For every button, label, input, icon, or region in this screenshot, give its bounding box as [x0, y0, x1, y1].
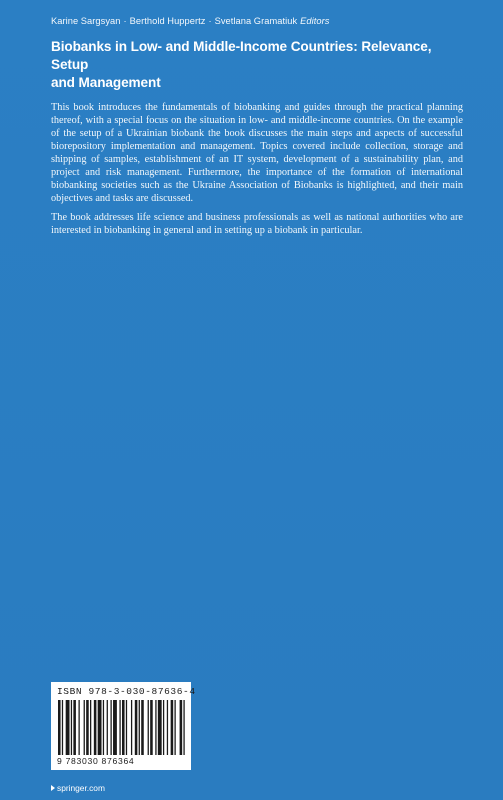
barcode-bar — [98, 700, 102, 755]
publisher-footer — [51, 783, 105, 793]
editor-name: Karine Sargsyan — [51, 16, 121, 26]
barcode-bar — [122, 700, 125, 755]
barcode-bar — [107, 700, 108, 755]
isbn-barcode — [51, 682, 196, 770]
barcode-digits: 9 783030 876364 — [57, 756, 135, 766]
barcode-bar — [167, 700, 168, 755]
barcode-bar — [163, 700, 164, 755]
editors-line — [51, 16, 471, 26]
barcode-bar — [94, 700, 97, 755]
barcode-bar — [150, 700, 153, 755]
barcode-bar — [135, 700, 138, 755]
barcode-bar — [180, 700, 183, 755]
editor-name: Svetlana Gramatiuk — [214, 16, 298, 26]
barcode-bar — [86, 700, 89, 755]
barcode-bar — [78, 700, 79, 755]
barcode-bar — [71, 700, 72, 755]
book-blurb — [51, 101, 463, 243]
barcode-bar — [183, 700, 184, 755]
editors-role: Editors — [300, 16, 330, 26]
blurb-paragraph: The book addresses life science and business professionals as well as national authorities who are interested in biobanking in general and in setting up a biobank in particular. — [51, 212, 463, 237]
barcode-bar — [141, 700, 144, 755]
arrow-icon — [51, 785, 55, 791]
editor-separator: · — [208, 16, 212, 26]
editor-separator: · — [123, 16, 127, 26]
barcode-bars — [58, 700, 186, 755]
barcode-bar — [58, 700, 61, 755]
barcode-bar — [139, 700, 140, 755]
blurb-paragraph: This book introduces the fundamentals of biobanking and guides through the practical planning thereof, with a special focus on the situation in low- and middle-income countries. On the example of the setup of a Ukrainian biobank the book discusses the main steps and aspects of successful biorepository implementation and management. Topics covered include collection, storage and shipping of samples, establishment of an IT system, development of a sustainability plan, and project and risk management. Furthermore, the importance of the formation of international biobanking societies such as the Ukraine Association of Biobanks is highlighted, and their main objectives and tasks are discussed. — [51, 102, 463, 205]
barcode-bar — [73, 700, 76, 755]
barcode-bar — [103, 700, 104, 755]
barcode-bar — [62, 700, 63, 755]
barcode-bar — [90, 700, 91, 755]
publisher-url: springer.com — [57, 783, 105, 793]
barcode-bar — [171, 700, 174, 755]
barcode-bar — [113, 700, 117, 755]
book-title — [51, 38, 471, 92]
barcode-bar — [119, 700, 120, 755]
book-title-line: Biobanks in Low- and Middle-Income Countries: Relevance, Setup — [51, 39, 432, 72]
barcode-bar — [110, 700, 111, 755]
editor-name: Berthold Huppertz — [129, 16, 206, 26]
barcode-bar — [174, 700, 175, 755]
barcode-bar — [66, 700, 70, 755]
isbn-label: ISBN 978-3-030-87636-4 — [57, 686, 196, 697]
barcode-bar — [126, 700, 127, 755]
barcode-bar — [158, 700, 162, 755]
barcode-bar — [131, 700, 132, 755]
book-title-line: and Management — [51, 75, 161, 90]
barcode-bar — [84, 700, 85, 755]
barcode-bar — [148, 700, 149, 755]
barcode-bar — [155, 700, 156, 755]
